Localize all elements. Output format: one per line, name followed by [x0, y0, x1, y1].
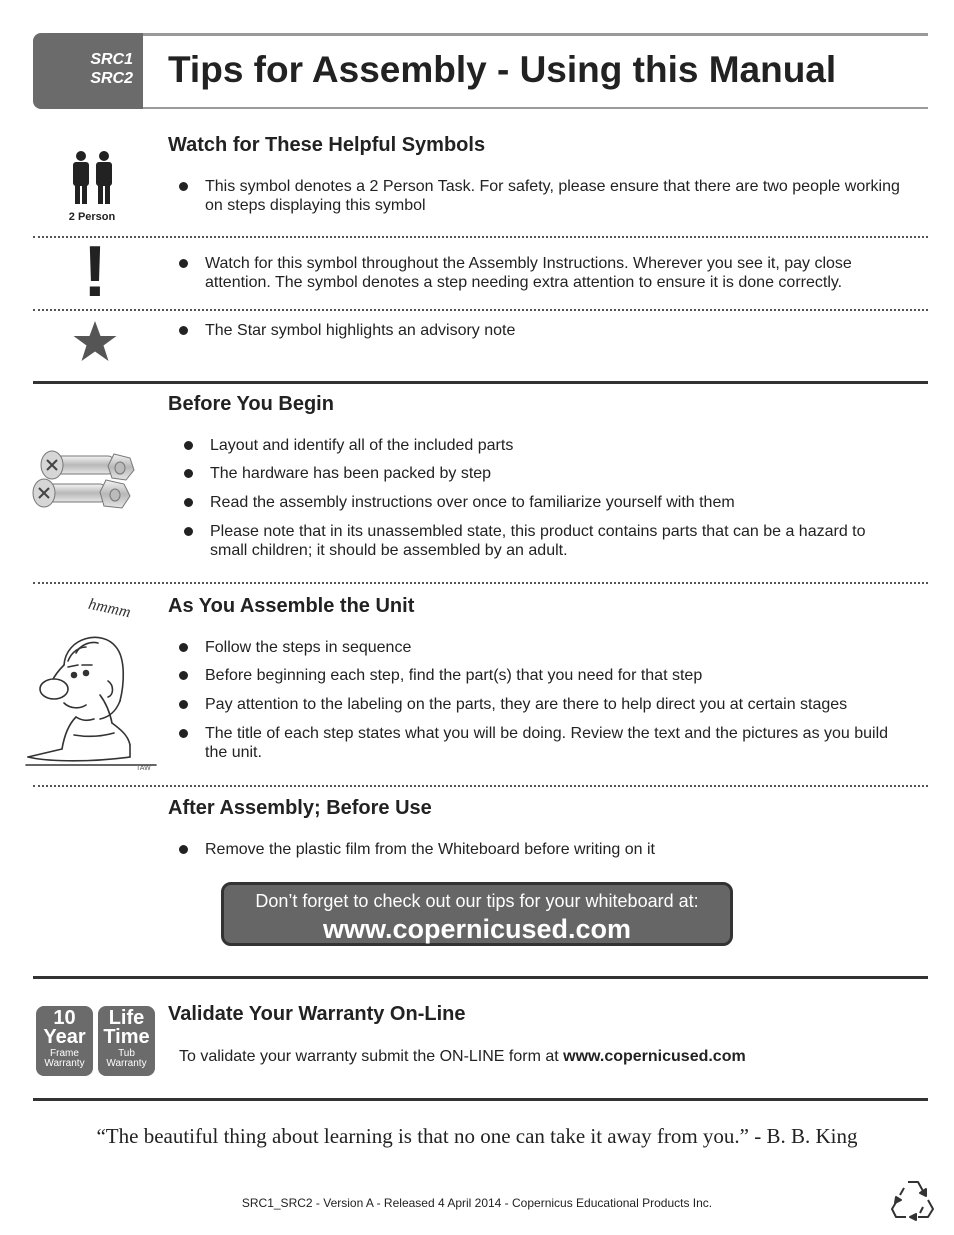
- list-item: [210, 493, 910, 512]
- before-begin-title: Before You Begin: [168, 393, 334, 415]
- badge-line: Time: [103, 1026, 150, 1048]
- bullet-icon: [179, 845, 188, 854]
- list-item: [210, 522, 905, 560]
- bullet-icon: [179, 700, 188, 709]
- list-item: [205, 321, 905, 340]
- bullet-icon: [179, 182, 188, 191]
- exclamation-icon: !: [83, 232, 107, 312]
- svg-text:TAW: TAW: [136, 765, 151, 772]
- dotted-divider: [33, 309, 928, 311]
- badge-line: Year: [43, 1026, 86, 1048]
- ten-year-warranty-badge: [36, 1006, 93, 1076]
- bullet-icon: [179, 326, 188, 335]
- section-divider: [33, 1098, 928, 1101]
- badge-line: Warranty: [106, 1058, 147, 1069]
- page-title: Tips for Assembly - Using this Manual: [168, 49, 837, 90]
- bullet-icon: [184, 441, 193, 450]
- bullet-icon: [179, 729, 188, 738]
- after-assembly-item: Remove the plastic film from the Whiteboard before writing on it: [205, 841, 655, 858]
- quote: “The beautiful thing about learning is that no one can take it away from you.” - B. B. King: [96, 1124, 858, 1148]
- header-bottom-rule: [143, 107, 928, 109]
- badge-line: Life: [108, 1007, 145, 1029]
- two-person-text: This symbol denotes a 2 Person Task. For safety, please ensure that there are two people working on steps displaying this symbol: [205, 178, 900, 214]
- hardware-icon: [30, 448, 145, 523]
- warranty-text: [179, 1048, 746, 1066]
- list-item: [210, 464, 910, 483]
- badge-line: 10: [53, 1007, 76, 1029]
- bullet-icon: [179, 671, 188, 680]
- two-person-label: 2 Person: [68, 211, 116, 223]
- before-begin-item: Read the assembly instructions over once to familiarize yourself with them: [210, 494, 735, 511]
- dotted-divider: [33, 236, 928, 238]
- model-label-2: SRC2: [90, 70, 133, 87]
- dotted-divider: [33, 582, 928, 584]
- dotted-divider: [33, 785, 928, 787]
- tips-box-text: Don’t forget to check out our tips for your whiteboard at:: [255, 891, 699, 911]
- before-begin-item: The hardware has been packed by step: [210, 465, 492, 482]
- warranty-instructions: To validate your warranty submit the ON-LINE form at: [179, 1048, 564, 1065]
- section-divider: [33, 381, 928, 384]
- assemble-item: Before beginning each step, find the part(s) that you need for that step: [205, 667, 703, 684]
- star-icon: [72, 320, 118, 362]
- list-item: [205, 666, 905, 685]
- two-person-icon: [70, 150, 116, 206]
- thinking-text: hmmm: [86, 595, 133, 622]
- exclamation-text: Watch for this symbol throughout the Assembly Instructions. Wherever you see it, pay close attention. The symbol denotes a step needing extra attention to ensure it is done correctly.: [205, 255, 852, 291]
- header-top-rule: [143, 33, 928, 36]
- bullet-icon: [179, 643, 188, 652]
- warranty-title: Validate Your Warranty On-Line: [168, 1003, 466, 1025]
- model-label-1: SRC1: [90, 51, 133, 68]
- warranty-url[interactable]: www.copernicused.com: [563, 1048, 746, 1065]
- symbols-section-title: Watch for These Helpful Symbols: [168, 134, 486, 156]
- list-item: [205, 638, 905, 657]
- section-divider: [33, 976, 928, 979]
- badge-line: Warranty: [44, 1058, 85, 1069]
- badge-line: Frame: [50, 1048, 79, 1059]
- badge-line: Tub: [118, 1048, 135, 1059]
- model-tab: [33, 33, 143, 109]
- assemble-item: Pay attention to the labeling on the parts, they are there to help direct you at certain stages: [205, 696, 848, 713]
- before-begin-item: Please note that in its unassembled state, this product contains parts that can be a hazard to small children; it should be assembled by an adult.: [210, 523, 866, 559]
- bullet-icon: [184, 469, 193, 478]
- footer-text: SRC1_SRC2 - Version A - Released 4 April 2014 - Copernicus Educational Products Inc.: [241, 1196, 713, 1210]
- assemble-item: The title of each step states what you will be doing. Review the text and the pictures as you build the unit.: [205, 725, 889, 761]
- list-item: [205, 695, 915, 714]
- after-assembly-title: After Assembly; Before Use: [168, 797, 432, 819]
- lifetime-warranty-badge: [98, 1006, 155, 1076]
- list-item: [210, 436, 910, 455]
- recycle-icon: [890, 1176, 936, 1222]
- list-item: [205, 254, 915, 292]
- assemble-item: Follow the steps in sequence: [205, 639, 412, 656]
- list-item: [205, 840, 905, 859]
- as-you-assemble-title: As You Assemble the Unit: [168, 595, 415, 617]
- list-item: [205, 177, 905, 215]
- whiteboard-tips-box: [221, 882, 733, 946]
- star-text: The Star symbol highlights an advisory note: [205, 322, 516, 339]
- tips-box-url[interactable]: www.copernicused.com: [322, 914, 632, 944]
- thinking-person-icon: [24, 625, 160, 773]
- list-item: [205, 724, 910, 762]
- before-begin-item: Layout and identify all of the included parts: [210, 437, 514, 454]
- bullet-icon: [184, 527, 193, 536]
- bullet-icon: [179, 259, 188, 268]
- bullet-icon: [184, 498, 193, 507]
